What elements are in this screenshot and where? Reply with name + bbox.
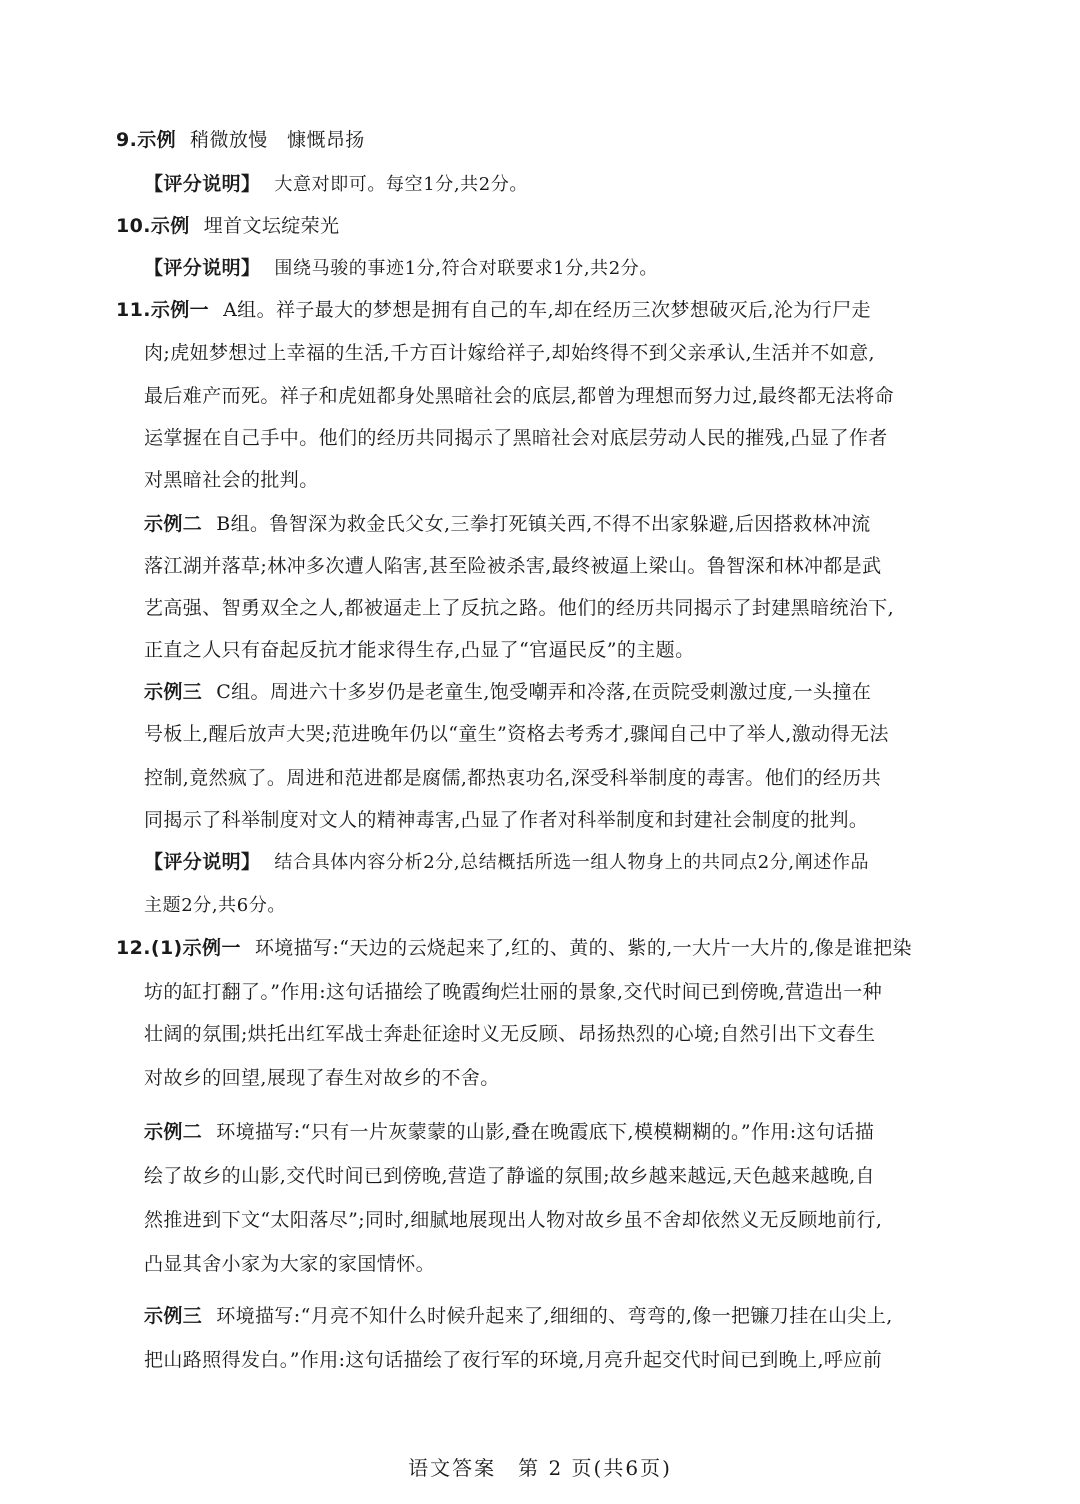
q9-text: 稍微放慢 慷慨昂扬 [190, 129, 365, 151]
q11-example2-line4: 正直之人只有奋起反抗才能求得生存,凸显了“官逼民反”的主题。 [144, 639, 695, 661]
q11-scoring-line1 [144, 850, 869, 875]
q10-answer [116, 214, 339, 238]
q12-example2-line3: 然推进到下文“太阳落尽”;同时,细腻地展现出人物对故乡虽不舍却依然义无反顾地前行, [144, 1209, 883, 1231]
q9-answer [116, 128, 365, 152]
page-footer: 语文答案 第 2 页(共6页) [408, 1456, 672, 1480]
q11-example2-line1 [144, 512, 871, 536]
q10-score-label: 【评分说明】 [144, 257, 261, 279]
q11-score-text1: 结合具体内容分析2分,总结概括所选一组人物身上的共同点2分,阐述作品 [274, 852, 870, 873]
q12-example1-line4: 对故乡的回望,展现了春生对故乡的不舍。 [144, 1067, 500, 1089]
q12-example2-line2: 绘了故乡的山影,交代时间已到傍晚,营造了静谧的氛围;故乡越来越远,天色越来越晚,自 [144, 1165, 875, 1187]
q12-example3-label: 示例三 [144, 1305, 203, 1327]
q12-example2-label: 示例二 [144, 1121, 203, 1143]
q12-example1-line1 [116, 936, 912, 960]
q12-example1-line2: 坊的缸打翻了。”作用:这句话描绘了晚霞绚烂壮丽的景象,交代时间已到傍晚,营造出一种 [144, 981, 883, 1003]
q10-text: 埋首文坛绽荣光 [203, 215, 340, 237]
q12-example1-label: 12.(1)示例一 [116, 937, 241, 959]
q12-example3-line2: 把山路照得发白。”作用:这句话描绘了夜行军的环境,月亮升起交代时间已到晚上,呼应前 [144, 1349, 883, 1371]
q12-example1-text1: 环境描写:“天边的云烧起来了,红的、黄的、紫的,一大片一大片的,像是谁把染 [254, 937, 912, 959]
q11-example2-text1: B组。鲁智深为救金氏父女,三拳打死镇关西,不得不出家躲避,后因搭救林冲流 [216, 513, 871, 535]
q10-scoring [144, 256, 658, 281]
q12-example2-line4: 凸显其舍小家为大家的家国情怀。 [144, 1253, 436, 1275]
q11-example1-line3: 最后难产而死。祥子和虎妞都身处黑暗社会的底层,都曾为理想而努力过,最终都无法将命 [144, 385, 895, 407]
q11-example3-label: 示例三 [144, 681, 203, 703]
q11-example3-line4: 同揭示了科举制度对文人的精神毒害,凸显了作者对科举制度和封建社会制度的批判。 [144, 809, 869, 831]
q9-label: 9.示例 [116, 129, 177, 151]
q11-example2-label: 示例二 [144, 513, 203, 535]
q12-example2-text1: 环境描写:“只有一片灰蒙蒙的山影,叠在晚霞底下,模模糊糊的。”作用:这句话描 [216, 1121, 875, 1143]
q11-score-label: 【评分说明】 [144, 851, 261, 873]
q9-score-text: 大意对即可。每空1分,共2分。 [274, 174, 529, 195]
q11-example3-line1 [144, 680, 871, 704]
q11-example3-text1: C组。周进六十多岁仍是老童生,饱受嘲弄和冷落,在贡院受刺激过度,一头撞在 [216, 681, 872, 703]
q11-example1-line2: 肉;虎妞梦想过上幸福的生活,千方百计嫁给祥子,却始终得不到父亲承认,生活并不如意, [144, 342, 875, 364]
q11-example1-text1: A组。祥子最大的梦想是拥有自己的车,却在经历三次梦想破灭后,沦为行尸走 [223, 299, 871, 321]
q9-scoring [144, 172, 528, 197]
q11-example2-line2: 落江湖并落草;林冲多次遭人陷害,甚至险被杀害,最终被逼上梁山。鲁智深和林冲都是武 [144, 555, 882, 577]
q11-example1-line4: 运掌握在自己手中。他们的经历共同揭示了黑暗社会对底层劳动人民的摧残,凸显了作者 [144, 427, 888, 449]
q12-example3-line1 [144, 1304, 893, 1328]
q12-example3-text1: 环境描写:“月亮不知什么时候升起来了,细细的、弯弯的,像一把镰刀挂在山尖上, [216, 1305, 893, 1327]
q11-example1-label: 11.示例一 [116, 299, 210, 321]
q11-example1-line5: 对黑暗社会的批判。 [144, 469, 319, 491]
q10-label: 10.示例 [116, 215, 190, 237]
q9-score-label: 【评分说明】 [144, 173, 261, 195]
q11-scoring-line2: 主题2分,共6分。 [144, 895, 287, 916]
q11-example2-line3: 艺高强、智勇双全之人,都被逼走上了反抗之路。他们的经历共同揭示了封建黑暗统治下, [144, 597, 895, 619]
q12-example2-line1 [144, 1120, 874, 1144]
q11-example3-line3: 控制,竟然疯了。周进和范进都是腐儒,都热衷功名,深受科举制度的毒害。他们的经历共 [144, 767, 882, 789]
q10-score-text: 围绕马骏的事迹1分,符合对联要求1分,共2分。 [274, 258, 659, 279]
q11-example3-line2: 号板上,醒后放声大哭;范进晚年仍以“童生”资格去考秀才,骤闻自己中了举人,激动得无法 [144, 723, 889, 745]
q12-example1-line3: 壮阔的氛围;烘托出红军战士奔赴征途时义无反顾、昂扬热烈的心境;自然引出下文春生 [144, 1023, 876, 1045]
q11-example1-line1 [116, 298, 871, 322]
